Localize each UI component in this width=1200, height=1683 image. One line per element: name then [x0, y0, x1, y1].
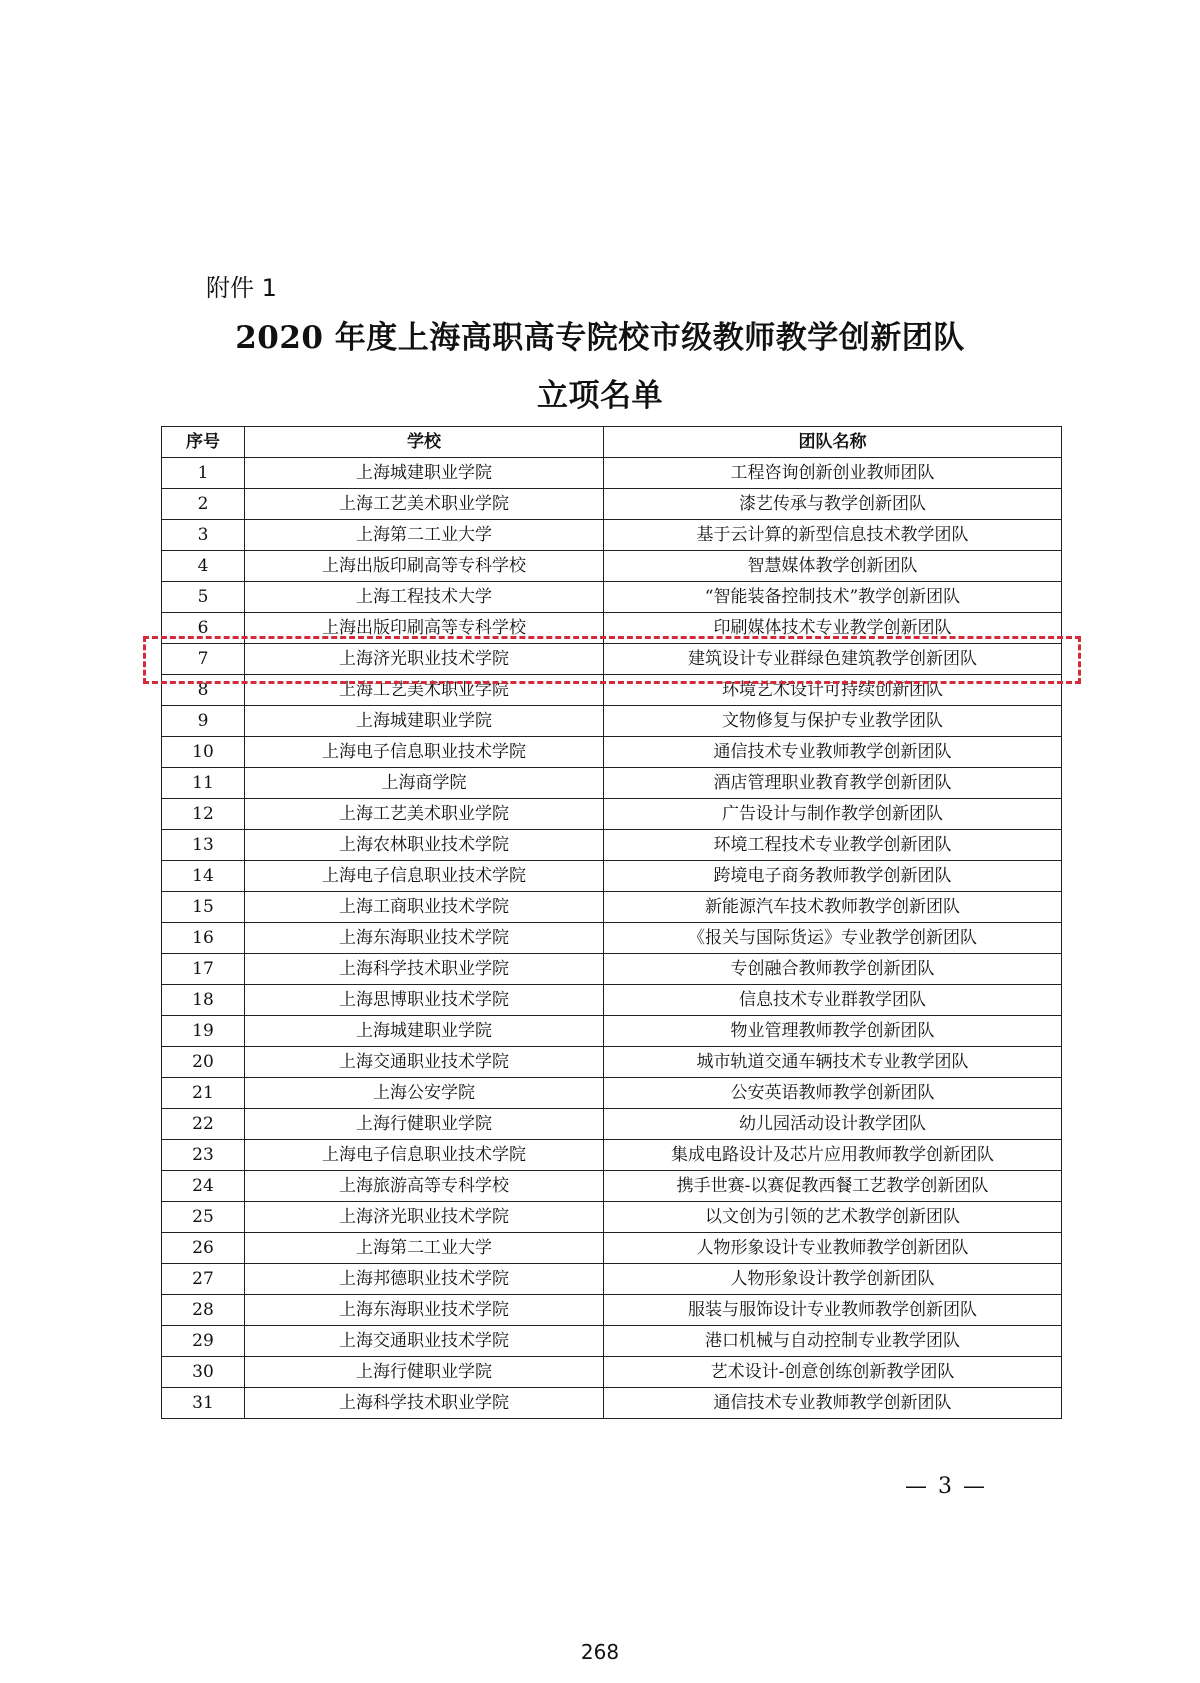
row-team-cell: 专创融合教师教学创新团队 — [604, 954, 1062, 985]
row-number-cell: 17 — [162, 954, 245, 985]
row-team-cell: 广告设计与制作教学创新团队 — [604, 799, 1062, 830]
table-row — [162, 675, 1062, 706]
table-row — [162, 520, 1062, 551]
row-team-cell: 智慧媒体教学创新团队 — [604, 551, 1062, 582]
row-team-cell: 公安英语教师教学创新团队 — [604, 1078, 1062, 1109]
table-row — [162, 551, 1062, 582]
row-school-cell: 上海农林职业技术学院 — [245, 830, 604, 861]
table-row — [162, 582, 1062, 613]
row-number-cell: 14 — [162, 861, 245, 892]
row-school-cell: 上海科学技术职业学院 — [245, 954, 604, 985]
table-row — [162, 1047, 1062, 1078]
table-row — [162, 1264, 1062, 1295]
row-number-cell: 5 — [162, 582, 245, 613]
table-row — [162, 1171, 1062, 1202]
row-school-cell: 上海出版印刷高等专科学校 — [245, 613, 604, 644]
row-school-cell: 上海科学技术职业学院 — [245, 1388, 604, 1419]
row-number-cell: 4 — [162, 551, 245, 582]
row-team-cell: 人物形象设计专业教师教学创新团队 — [604, 1233, 1062, 1264]
footer-page-number: 268 — [580, 1640, 620, 1664]
row-school-cell: 上海交通职业技术学院 — [245, 1047, 604, 1078]
row-team-cell: 印刷媒体技术专业教学创新团队 — [604, 613, 1062, 644]
row-team-cell: 以文创为引领的艺术教学创新团队 — [604, 1202, 1062, 1233]
row-school-cell: 上海工艺美术职业学院 — [245, 489, 604, 520]
row-school-cell: 上海行健职业学院 — [245, 1357, 604, 1388]
row-number-cell: 23 — [162, 1140, 245, 1171]
row-school-cell: 上海公安学院 — [245, 1078, 604, 1109]
team-list-table — [161, 426, 1062, 1419]
row-team-cell: 建筑设计专业群绿色建筑教学创新团队 — [604, 644, 1062, 675]
row-team-cell: 工程咨询创新创业教师团队 — [604, 458, 1062, 489]
row-team-cell: 通信技术专业教师教学创新团队 — [604, 737, 1062, 768]
row-school-cell: 上海出版印刷高等专科学校 — [245, 551, 604, 582]
attachment-label: 附件 1 — [206, 274, 277, 302]
row-school-cell: 上海第二工业大学 — [245, 1233, 604, 1264]
row-number-cell: 22 — [162, 1109, 245, 1140]
row-number-cell: 26 — [162, 1233, 245, 1264]
row-number-cell: 8 — [162, 675, 245, 706]
row-number-cell: 7 — [162, 644, 245, 675]
table-row — [162, 737, 1062, 768]
row-number-cell: 3 — [162, 520, 245, 551]
table-row — [162, 1078, 1062, 1109]
table-row — [162, 1140, 1062, 1171]
row-number-cell: 2 — [162, 489, 245, 520]
row-team-cell: 跨境电子商务教师教学创新团队 — [604, 861, 1062, 892]
row-school-cell: 上海邦德职业技术学院 — [245, 1264, 604, 1295]
row-number-cell: 1 — [162, 458, 245, 489]
row-team-cell: 人物形象设计教学创新团队 — [604, 1264, 1062, 1295]
row-team-cell: 信息技术专业群教学团队 — [604, 985, 1062, 1016]
table-row — [162, 830, 1062, 861]
row-team-cell: 携手世赛-以赛促教西餐工艺教学创新团队 — [604, 1171, 1062, 1202]
row-team-cell: 通信技术专业教师教学创新团队 — [604, 1388, 1062, 1419]
row-number-cell: 24 — [162, 1171, 245, 1202]
row-number-cell: 31 — [162, 1388, 245, 1419]
row-school-cell: 上海工程技术大学 — [245, 582, 604, 613]
row-team-cell: “智能装备控制技术”教学创新团队 — [604, 582, 1062, 613]
table-row — [162, 613, 1062, 644]
row-school-cell: 上海电子信息职业技术学院 — [245, 1140, 604, 1171]
table-row — [162, 489, 1062, 520]
row-school-cell: 上海思博职业技术学院 — [245, 985, 604, 1016]
row-number-cell: 25 — [162, 1202, 245, 1233]
row-number-cell: 9 — [162, 706, 245, 737]
row-team-cell: 基于云计算的新型信息技术教学团队 — [604, 520, 1062, 551]
table-body — [162, 458, 1062, 1419]
document-subtitle: 立项名单 — [537, 378, 663, 414]
header-team: 团队名称 — [604, 427, 1062, 458]
row-number-cell: 12 — [162, 799, 245, 830]
row-team-cell: 集成电路设计及芯片应用教师教学创新团队 — [604, 1140, 1062, 1171]
table-row — [162, 923, 1062, 954]
table-row — [162, 861, 1062, 892]
row-school-cell: 上海城建职业学院 — [245, 1016, 604, 1047]
table-row — [162, 1295, 1062, 1326]
header-number: 序号 — [162, 427, 245, 458]
row-school-cell: 上海电子信息职业技术学院 — [245, 737, 604, 768]
row-school-cell: 上海交通职业技术学院 — [245, 1326, 604, 1357]
row-school-cell: 上海工艺美术职业学院 — [245, 799, 604, 830]
table-row — [162, 954, 1062, 985]
row-team-cell: 文物修复与保护专业教学团队 — [604, 706, 1062, 737]
document-title: 2020 年度上海高职高专院校市级教师教学创新团队 — [235, 320, 965, 356]
row-school-cell: 上海济光职业技术学院 — [245, 1202, 604, 1233]
header-school: 学校 — [245, 427, 604, 458]
table-row — [162, 768, 1062, 799]
table-row — [162, 1326, 1062, 1357]
row-school-cell: 上海行健职业学院 — [245, 1109, 604, 1140]
row-number-cell: 28 — [162, 1295, 245, 1326]
row-school-cell: 上海济光职业技术学院 — [245, 644, 604, 675]
row-number-cell: 20 — [162, 1047, 245, 1078]
row-team-cell: 服装与服饰设计专业教师教学创新团队 — [604, 1295, 1062, 1326]
table-header-row — [162, 427, 1062, 458]
row-number-cell: 16 — [162, 923, 245, 954]
row-school-cell: 上海城建职业学院 — [245, 458, 604, 489]
row-team-cell: 城市轨道交通车辆技术专业教学团队 — [604, 1047, 1062, 1078]
row-team-cell: 物业管理教师教学创新团队 — [604, 1016, 1062, 1047]
row-number-cell: 10 — [162, 737, 245, 768]
row-number-cell: 18 — [162, 985, 245, 1016]
row-number-cell: 13 — [162, 830, 245, 861]
row-school-cell: 上海工艺美术职业学院 — [245, 675, 604, 706]
row-number-cell: 21 — [162, 1078, 245, 1109]
row-school-cell: 上海东海职业技术学院 — [245, 923, 604, 954]
row-number-cell: 29 — [162, 1326, 245, 1357]
table-row — [162, 1016, 1062, 1047]
row-team-cell: 幼儿园活动设计教学团队 — [604, 1109, 1062, 1140]
table-row — [162, 892, 1062, 923]
row-number-cell: 15 — [162, 892, 245, 923]
row-team-cell: 漆艺传承与教学创新团队 — [604, 489, 1062, 520]
row-team-cell: 环境工程技术专业教学创新团队 — [604, 830, 1062, 861]
table-row — [162, 458, 1062, 489]
table-row — [162, 644, 1062, 675]
table-row — [162, 799, 1062, 830]
page-marker: — 3 — — [905, 1474, 987, 1499]
table-row — [162, 706, 1062, 737]
row-number-cell: 27 — [162, 1264, 245, 1295]
table-row — [162, 1233, 1062, 1264]
row-school-cell: 上海第二工业大学 — [245, 520, 604, 551]
table-row — [162, 1202, 1062, 1233]
row-school-cell: 上海东海职业技术学院 — [245, 1295, 604, 1326]
table-row — [162, 1109, 1062, 1140]
row-school-cell: 上海工商职业技术学院 — [245, 892, 604, 923]
row-team-cell: 环境艺术设计可持续创新团队 — [604, 675, 1062, 706]
row-school-cell: 上海城建职业学院 — [245, 706, 604, 737]
row-team-cell: 港口机械与自动控制专业教学团队 — [604, 1326, 1062, 1357]
table-row — [162, 1388, 1062, 1419]
row-school-cell: 上海电子信息职业技术学院 — [245, 861, 604, 892]
row-number-cell: 19 — [162, 1016, 245, 1047]
row-team-cell: 《报关与国际货运》专业教学创新团队 — [604, 923, 1062, 954]
table-row — [162, 1357, 1062, 1388]
row-number-cell: 11 — [162, 768, 245, 799]
row-school-cell: 上海旅游高等专科学校 — [245, 1171, 604, 1202]
row-number-cell: 30 — [162, 1357, 245, 1388]
row-team-cell: 艺术设计-创意创练创新教学团队 — [604, 1357, 1062, 1388]
row-school-cell: 上海商学院 — [245, 768, 604, 799]
table-row — [162, 985, 1062, 1016]
row-team-cell: 酒店管理职业教育教学创新团队 — [604, 768, 1062, 799]
row-team-cell: 新能源汽车技术教师教学创新团队 — [604, 892, 1062, 923]
row-number-cell: 6 — [162, 613, 245, 644]
